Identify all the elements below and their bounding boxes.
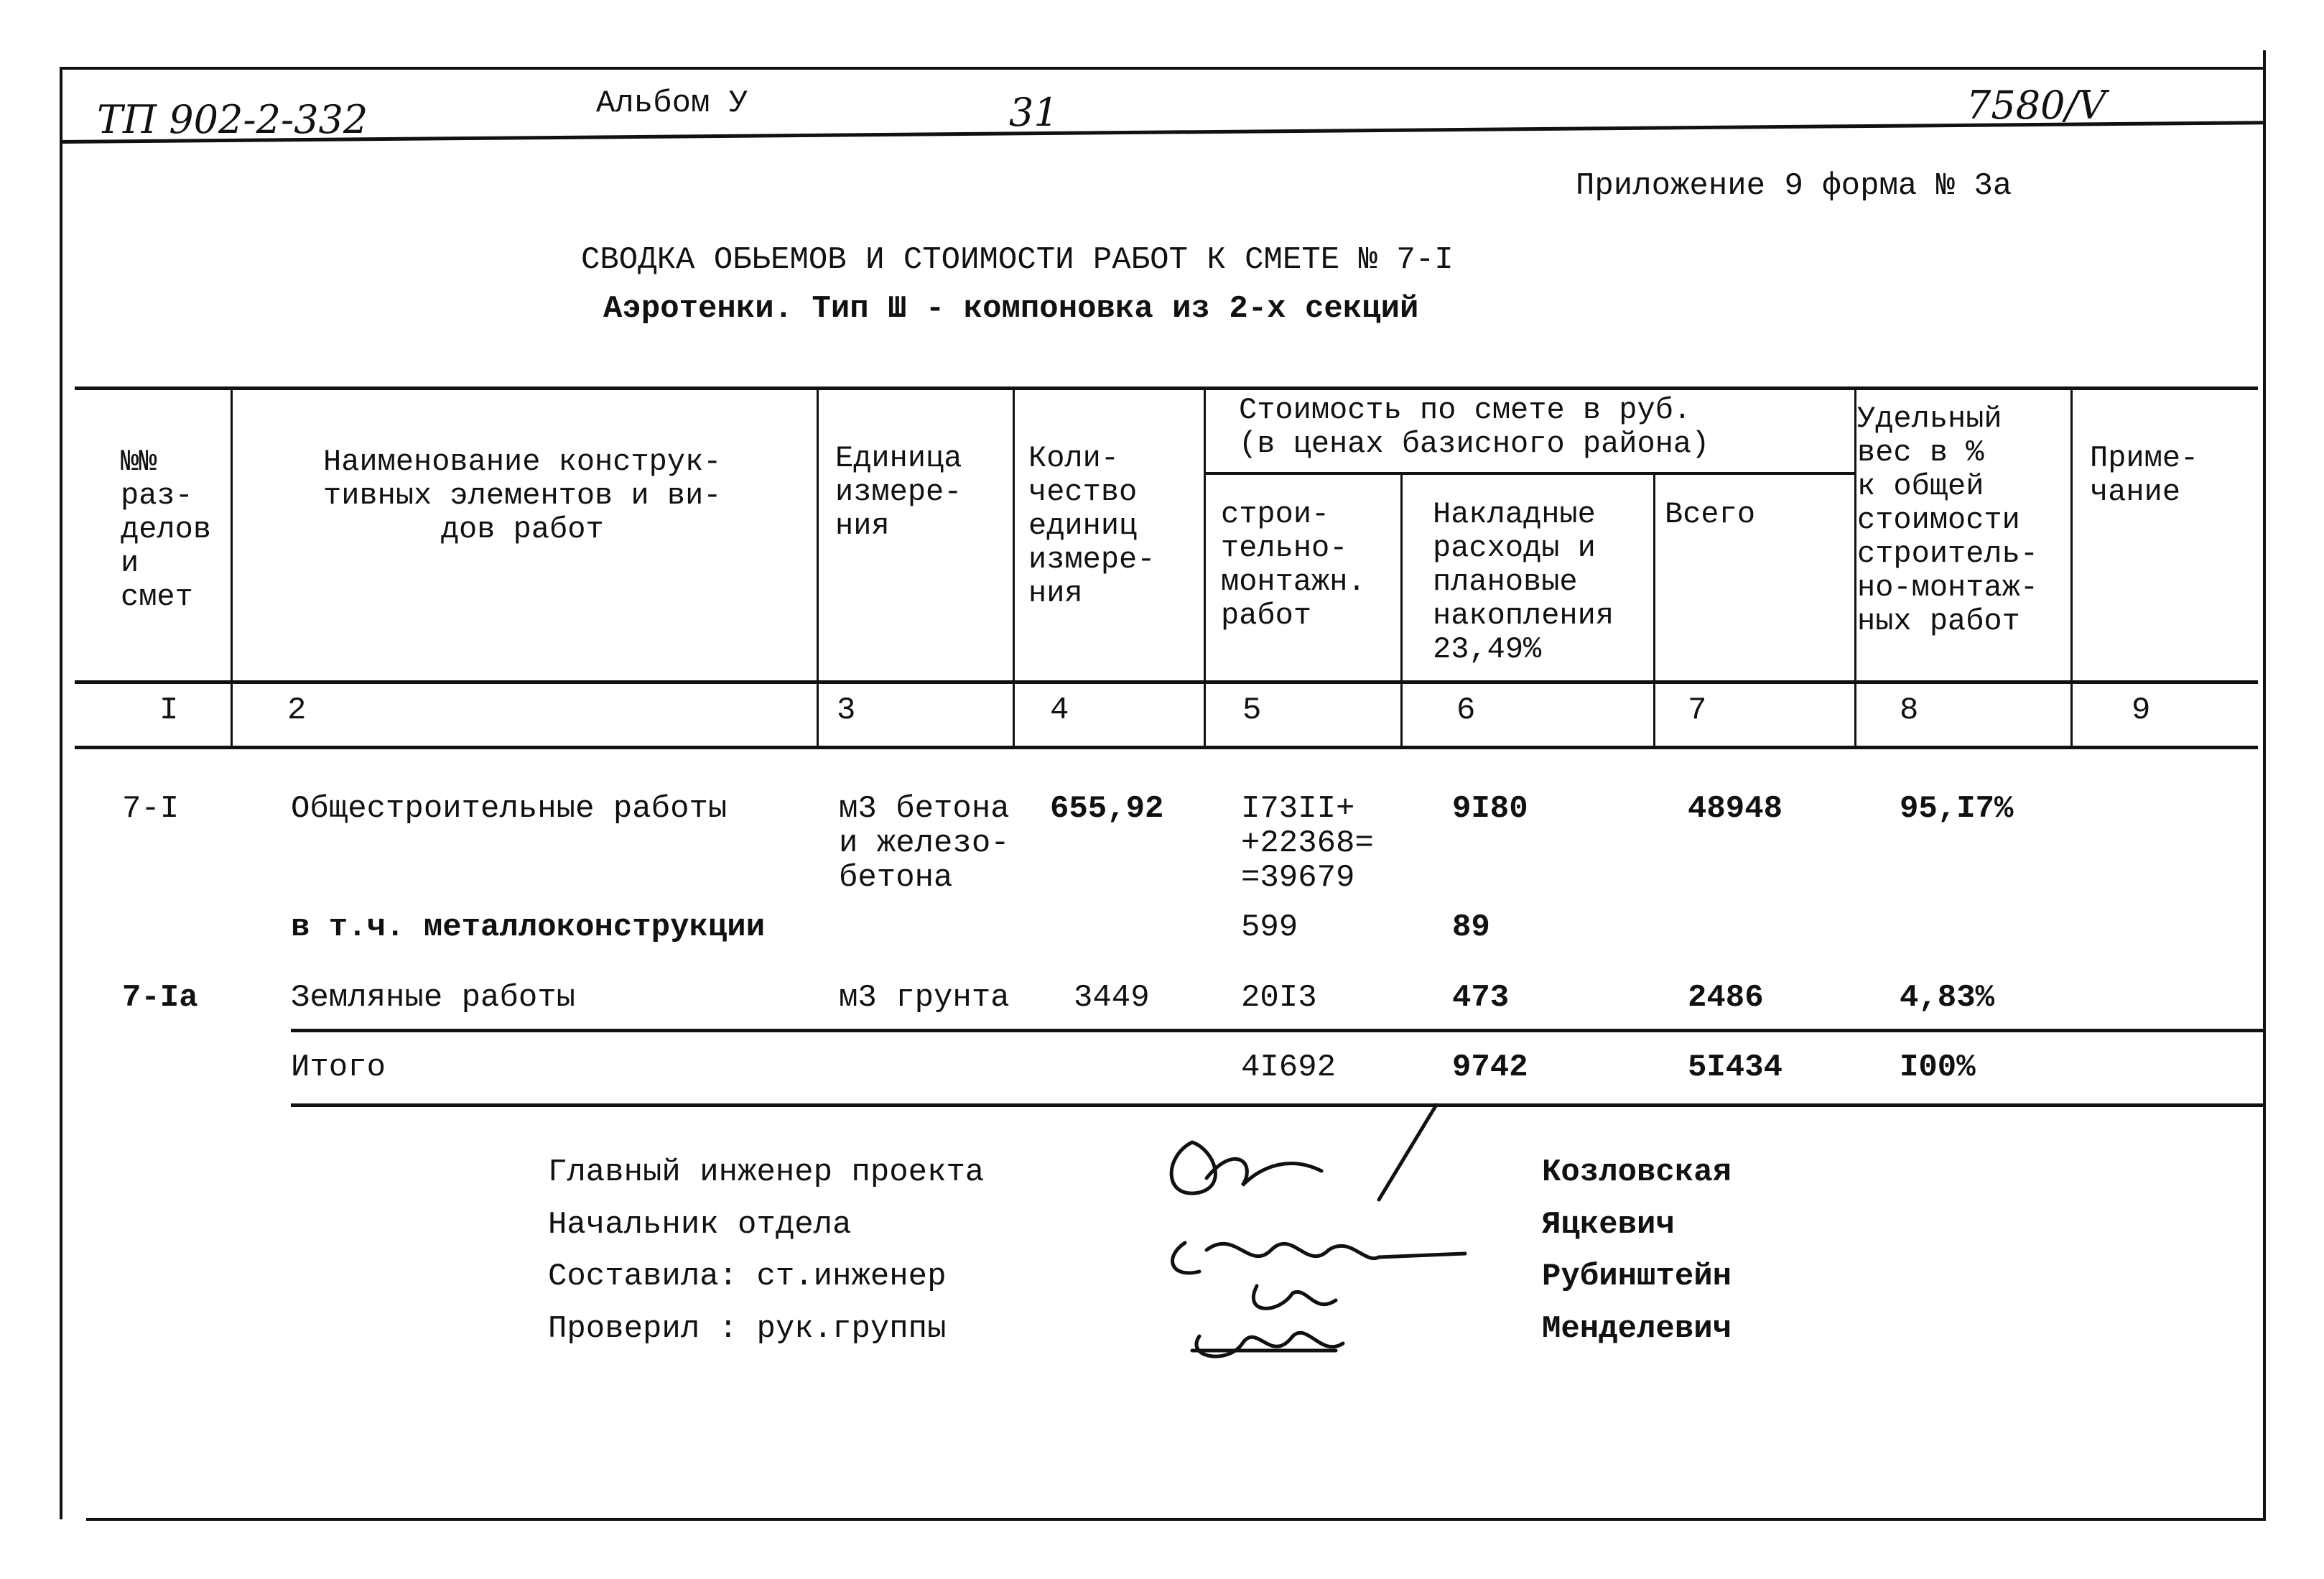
column-number: 9	[2132, 693, 2151, 728]
header-total: Всего	[1665, 497, 1756, 532]
header-overhead: Накладные расходы и плановые накопления 23,49%	[1433, 497, 1614, 667]
row-total: 48948	[1688, 791, 1783, 827]
row-name: в т.ч. металлоконструкции	[291, 909, 766, 945]
total-share: I00%	[1900, 1050, 1976, 1085]
archive-number: 7580/V	[1966, 83, 2106, 128]
signature-role: Главный инженер проекта	[548, 1154, 985, 1190]
col-line	[1653, 474, 1655, 748]
header-name: Наименование конструк- тивных элементов и ви- дов работ	[323, 445, 722, 547]
row-qty: 655,92	[1050, 791, 1164, 827]
signature-name: Козловская	[1542, 1154, 1732, 1190]
column-number: 4	[1050, 693, 1069, 728]
row-total: 2486	[1688, 980, 1764, 1016]
total-overhead: 9742	[1452, 1050, 1528, 1085]
row-smr: I73II+ +22368= =39679	[1241, 791, 1374, 896]
frame-bottom	[86, 1518, 2266, 1521]
col-line	[1854, 390, 1856, 748]
cost-subheader-line	[1204, 472, 1854, 475]
col-line	[1013, 390, 1015, 748]
signature-name: Яцкевич	[1542, 1207, 1675, 1243]
signature-mark	[1173, 1243, 1465, 1273]
table-numbers-bottom-line	[75, 746, 2258, 749]
row-share: 95,I7%	[1900, 791, 2014, 827]
header-construction-cost: строи- тельно- монтажн. работ	[1221, 497, 1366, 633]
frame-top	[60, 67, 2266, 70]
row-overhead: 473	[1452, 980, 1510, 1016]
row-unit: м3 бетона и железо- бетона	[839, 791, 1010, 896]
column-number: 2	[287, 693, 307, 728]
album-label: Альбом У	[596, 85, 748, 121]
total-smr: 4I692	[1241, 1050, 1337, 1085]
row-unit: м3 грунта	[839, 980, 1010, 1016]
page-subtitle: Аэротенки. Тип Ш - компоновка из 2-х секций	[603, 291, 1419, 327]
signature-name: Менделевич	[1542, 1311, 1732, 1347]
table-header-bottom-line	[75, 680, 2258, 684]
frame-left	[60, 67, 62, 1519]
header-divider	[60, 121, 2266, 144]
signature-mark	[1379, 1105, 1436, 1200]
column-number: I	[159, 693, 179, 728]
page-title: СВОДКА ОБЬЕМОВ И СТОИМОСТИ РАБОТ К СМЕТЕ № 7-I	[581, 242, 1454, 278]
doc-code: ТП 902-2-332	[97, 97, 368, 142]
page-number: 31	[1009, 90, 1059, 135]
row-overhead: 9I80	[1452, 791, 1528, 827]
header-share: Удельный вес в % к общей стоимости строитель- но-монтаж- ных работ	[1857, 402, 2039, 639]
column-number: 6	[1456, 693, 1476, 728]
total-label: Итого	[291, 1050, 386, 1085]
header-section-no: №№ раз- делов и смет	[121, 445, 212, 614]
signature-role: Проверил : рук.группы	[548, 1311, 947, 1347]
header-quantity: Коли- чество единиц измере- ния	[1028, 441, 1156, 611]
row-code: 7-I	[122, 791, 180, 827]
row-smr: 20I3	[1241, 980, 1317, 1016]
row-name: Земляные работы	[291, 980, 576, 1016]
row-qty: 3449	[1074, 980, 1150, 1016]
handwritten-signatures	[1149, 1099, 1523, 1372]
row-name: Общестроительные работы	[291, 791, 728, 827]
col-line	[1204, 390, 1206, 748]
row-overhead: 89	[1452, 909, 1490, 945]
signature-mark	[1253, 1286, 1336, 1308]
header-note: Приме- чание	[2090, 441, 2199, 509]
header-cost-group: Стоимость по смете в руб. (в ценах базисного района)	[1239, 393, 1710, 461]
column-number: 3	[837, 693, 856, 728]
header-unit: Единица измере- ния	[835, 441, 962, 543]
col-line	[2070, 390, 2073, 748]
col-line	[817, 390, 819, 748]
frame-right	[2263, 50, 2266, 1519]
column-number: 5	[1242, 693, 1262, 728]
row-code: 7-Iа	[122, 980, 198, 1016]
col-line	[231, 390, 233, 748]
row-smr: 599	[1241, 909, 1298, 945]
col-line	[1400, 474, 1403, 748]
table-top-line	[75, 386, 2258, 390]
total-top-line	[291, 1029, 2264, 1032]
row-share: 4,83%	[1900, 980, 1995, 1016]
signature-role: Составила: ст.инженер	[548, 1259, 947, 1295]
signature-mark	[1171, 1142, 1321, 1193]
signature-name: Рубинштейн	[1542, 1259, 1732, 1295]
signature-mark	[1192, 1333, 1343, 1356]
column-number: 8	[1900, 693, 1919, 728]
total-total: 5I434	[1688, 1050, 1783, 1085]
signature-role: Начальник отдела	[548, 1207, 852, 1243]
column-number: 7	[1688, 693, 1707, 728]
appendix-label: Приложение 9 форма № 3а	[1576, 168, 2012, 204]
